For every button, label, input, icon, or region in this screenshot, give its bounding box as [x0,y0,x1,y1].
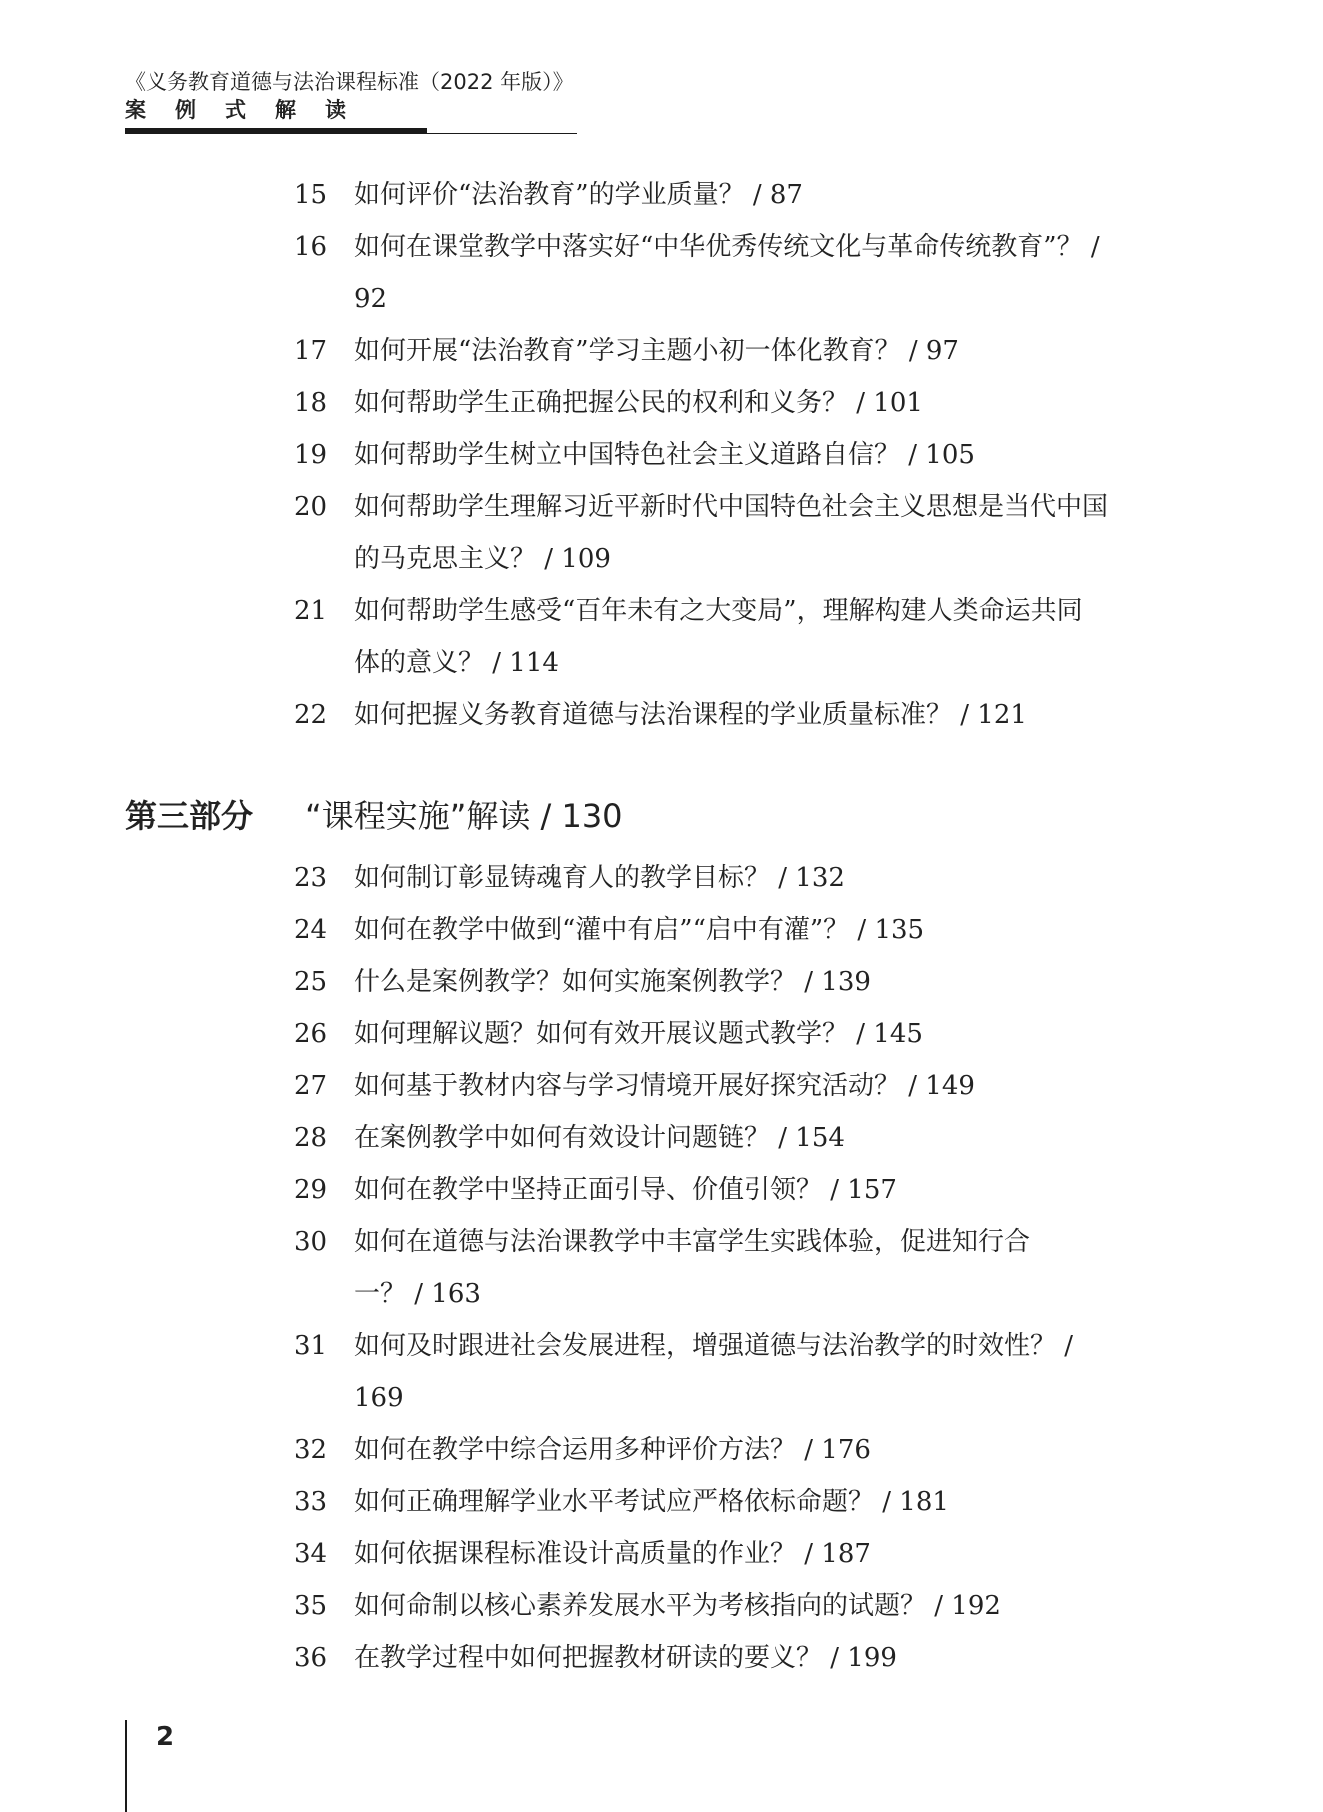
toc-entry-title: 如何帮助学生正确把握公民的权利和义务？ / 101 [354,388,923,418]
toc-entry-number: 21 [294,596,328,626]
toc-entry [294,1060,1094,1112]
toc-entry [294,221,1114,325]
toc-entry-number: 15 [294,180,328,210]
toc-entry-number: 30 [294,1227,328,1257]
toc-entry-number: 32 [294,1435,328,1465]
toc-entry-title: 如何在教学中坚持正面引导、价值引领？ / 157 [354,1175,897,1205]
toc-entry-number: 16 [294,232,328,262]
toc-entry [294,1320,1074,1424]
section-heading [125,786,623,846]
toc-entry [294,904,1094,956]
toc-entry-title: 如何命制以核心素养发展水平为考核指向的试题？ / 192 [354,1591,1001,1621]
toc-entry-title: 如何开展“法治教育”学习主题小初一体化教育？ / 97 [354,336,959,366]
toc-entry-title: 如何把握义务教育道德与法治课程的学业质量标准？ / 121 [354,700,1027,730]
toc-entry-title: 如何及时跟进社会发展进程，增强道德与法治教学的时效性？ / 169 [354,1331,1074,1413]
toc-entry-number: 20 [294,492,328,522]
toc-entry [294,585,1094,689]
toc-entry-title: 什么是案例教学？如何实施案例教学？ / 139 [354,967,871,997]
toc-entry-title: 在案例教学中如何有效设计问题链？ / 154 [354,1123,845,1153]
toc-entry [294,1216,1054,1320]
toc-entry-number: 27 [294,1071,328,1101]
toc-entry [294,1424,1094,1476]
toc-entry [294,169,1094,221]
toc-entry-title: 如何评价“法治教育”的学业质量？ / 87 [354,180,803,210]
toc-entry-number: 33 [294,1487,328,1517]
section-part-label: 第三部分 [125,797,254,835]
toc-entry-number: 29 [294,1175,328,1205]
toc-entry-title: 如何帮助学生感受“百年未有之大变局”，理解构建人类命运共同体的意义？ / 114 [354,596,1083,678]
toc-entry [294,956,1094,1008]
toc-entry [294,1008,1094,1060]
toc-entry-title: 如何在课堂教学中落实好“中华优秀传统文化与革命传统教育”？ / 92 [354,232,1100,314]
toc-entry-number: 18 [294,388,328,418]
toc-entry-number: 17 [294,336,328,366]
toc-entry-title: 如何制订彰显铸魂育人的教学目标？ / 132 [354,863,845,893]
toc-entry-title: 在教学过程中如何把握教材研读的要义？ / 199 [354,1643,897,1673]
toc-entry-number: 26 [294,1019,328,1049]
toc-entry-number: 23 [294,863,328,893]
toc-entry [294,1112,1094,1164]
toc-entry-number: 31 [294,1331,328,1361]
toc-entry-title: 如何帮助学生树立中国特色社会主义道路自信？ / 105 [354,440,975,470]
toc-entry [294,1632,1094,1684]
toc-entry-number: 34 [294,1539,328,1569]
toc-entry-title: 如何基于教材内容与学习情境开展好探究活动？ / 149 [354,1071,975,1101]
toc-entry-title: 如何在教学中做到“灌中有启”“启中有灌”？ / 135 [354,915,925,945]
toc-entry-title: 如何在道德与法治课教学中丰富学生实践体验，促进知行合一？ / 163 [354,1227,1031,1309]
toc-entry-title: 如何理解议题？如何有效开展议题式教学？ / 145 [354,1019,923,1049]
toc-entry-title: 如何帮助学生理解习近平新时代中国特色社会主义思想是当代中国的马克思主义？ / 109 [354,492,1109,574]
toc-entry-number: 28 [294,1123,328,1153]
toc-entry [294,1528,1094,1580]
book-subtitle: 案例式解读 [125,98,375,122]
toc-entry [294,852,1094,904]
toc-entry-number: 19 [294,440,328,470]
toc-entry [294,377,1094,429]
toc-entry-number: 22 [294,700,328,730]
footer-rule [125,1720,127,1812]
toc-entry-title: 如何在教学中综合运用多种评价方法？ / 176 [354,1435,871,1465]
toc-entry-title: 如何正确理解学业水平考试应严格依标命题？ / 181 [354,1487,949,1517]
toc-entry-number: 36 [294,1643,328,1673]
page-number: 2 [156,1722,175,1752]
toc-entry-number: 24 [294,915,328,945]
toc-entry [294,429,1094,481]
toc-entry-number: 35 [294,1591,328,1621]
toc-entry [294,325,1094,377]
toc-entry [294,689,1094,741]
section-title: “课程实施”解读 / 130 [305,797,623,835]
toc-entry-number: 25 [294,967,328,997]
toc-entry [294,481,1114,585]
toc-entry [294,1580,1094,1632]
toc-entry [294,1476,1094,1528]
toc-entry [294,1164,1094,1216]
book-title: 《义务教育道德与法治课程标准（2022 年版）》 [125,70,574,94]
toc-entry-title: 如何依据课程标准设计高质量的作业？ / 187 [354,1539,871,1569]
